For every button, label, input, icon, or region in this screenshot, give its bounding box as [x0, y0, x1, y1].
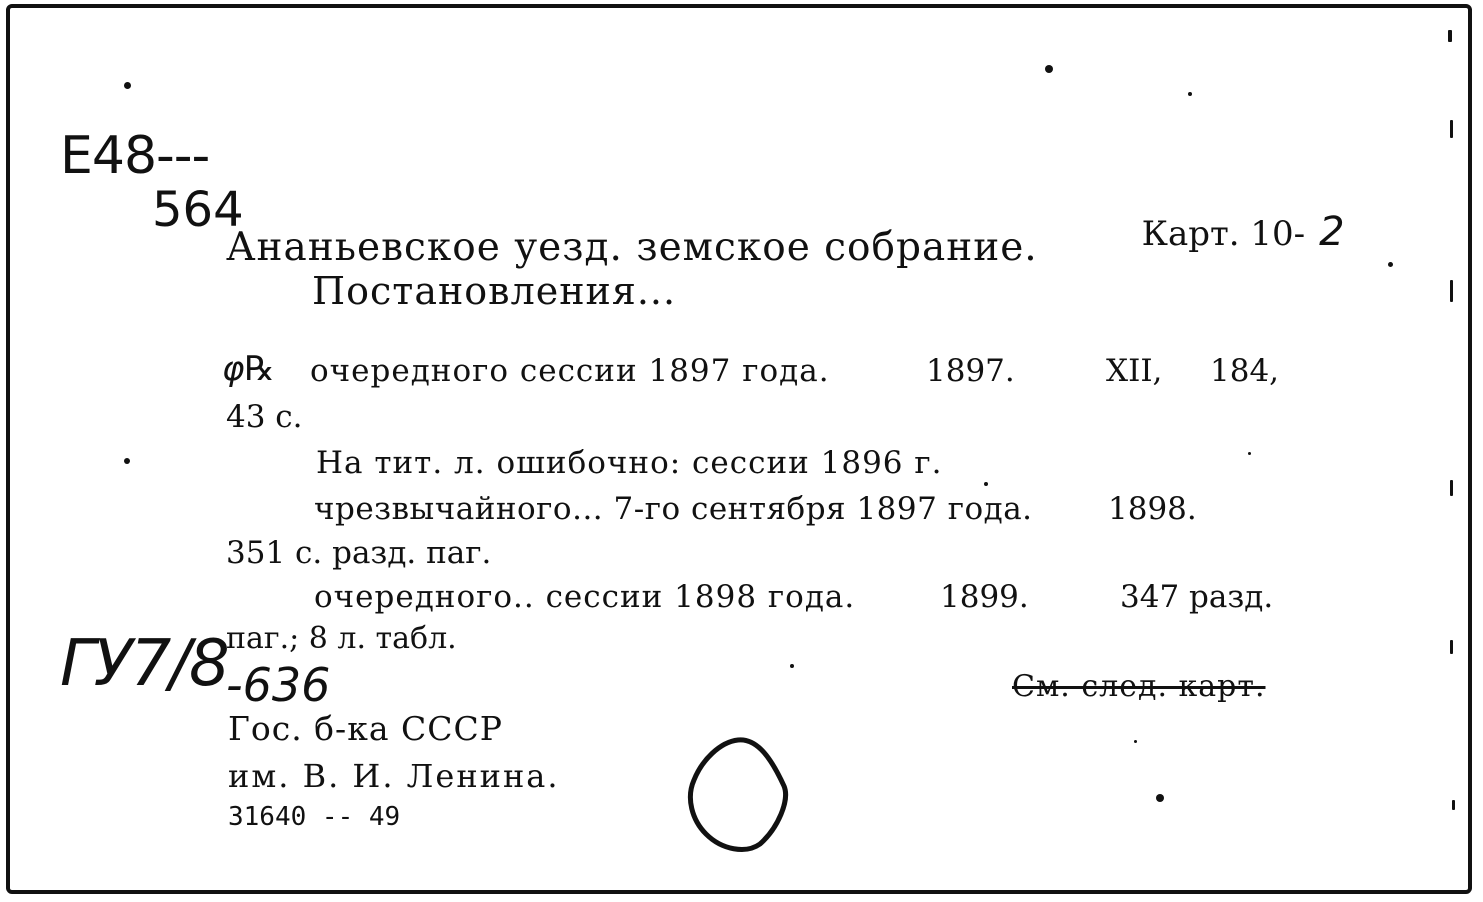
heading-author: Ананьевское уезд. земское собрание. — [226, 225, 1038, 270]
speck — [1188, 92, 1192, 96]
footer-line3: 31640 -- 49 — [228, 802, 401, 832]
call-number-line1: E48--- — [60, 126, 210, 186]
entry-6-col3: 347 разд. — [1120, 579, 1274, 615]
entry-6-year: 1899. — [940, 579, 1029, 615]
speck — [1448, 30, 1452, 42]
card-number-printed: Карт. 10- — [1141, 214, 1306, 254]
entry-1-text: очередного сессии 1897 года. — [310, 353, 830, 389]
speck — [1450, 280, 1453, 302]
speck — [1450, 480, 1453, 496]
speck — [1248, 452, 1251, 455]
speck — [1388, 262, 1393, 267]
speck — [1156, 794, 1164, 802]
speck — [124, 82, 131, 89]
handwritten-shelf-prefix: ГУ7/8 — [60, 627, 228, 701]
card-number-handwritten: 2 — [1319, 209, 1345, 255]
footer-line1: Гос. б-ка СССР — [228, 709, 503, 748]
entry-6-text: очередного.. сессии 1898 года. — [314, 579, 856, 615]
entry-4-text: чрезвычайного... 7-го сентября 1897 года. — [314, 491, 1033, 527]
speck — [1134, 740, 1137, 743]
speck — [124, 458, 130, 464]
speck — [790, 664, 794, 668]
handwritten-shelf-number: -636 — [226, 658, 331, 712]
punch-hole-icon — [680, 734, 800, 858]
heading-title: Постановления... — [312, 269, 677, 313]
entry-1-year: 1897. — [926, 353, 1015, 389]
speck — [1452, 800, 1455, 810]
card-number — [1120, 178, 1345, 255]
speck — [1450, 640, 1453, 654]
entry-1-col4: 184, — [1210, 353, 1280, 389]
entry-1-col3: XII, — [1106, 353, 1163, 389]
entry-4-year: 1898. — [1108, 491, 1197, 527]
speck — [1450, 120, 1453, 138]
call-number-line2: 564 — [152, 182, 244, 238]
speck — [984, 482, 988, 486]
speck — [1045, 65, 1053, 73]
entry-3-text: На тит. л. ошибочно: сессии 1896 г. — [316, 445, 943, 481]
entry-mark: φ℞ — [222, 349, 275, 389]
footer-line2: им. В. И. Ленина. — [228, 757, 560, 795]
cross-reference: См. след. карт. — [1012, 669, 1266, 704]
entry-2-text: 43 с. — [226, 399, 303, 435]
entry-7-text: паг.; 8 л. табл. — [226, 621, 457, 656]
entry-5-text: 351 с. разд. паг. — [226, 535, 492, 571]
